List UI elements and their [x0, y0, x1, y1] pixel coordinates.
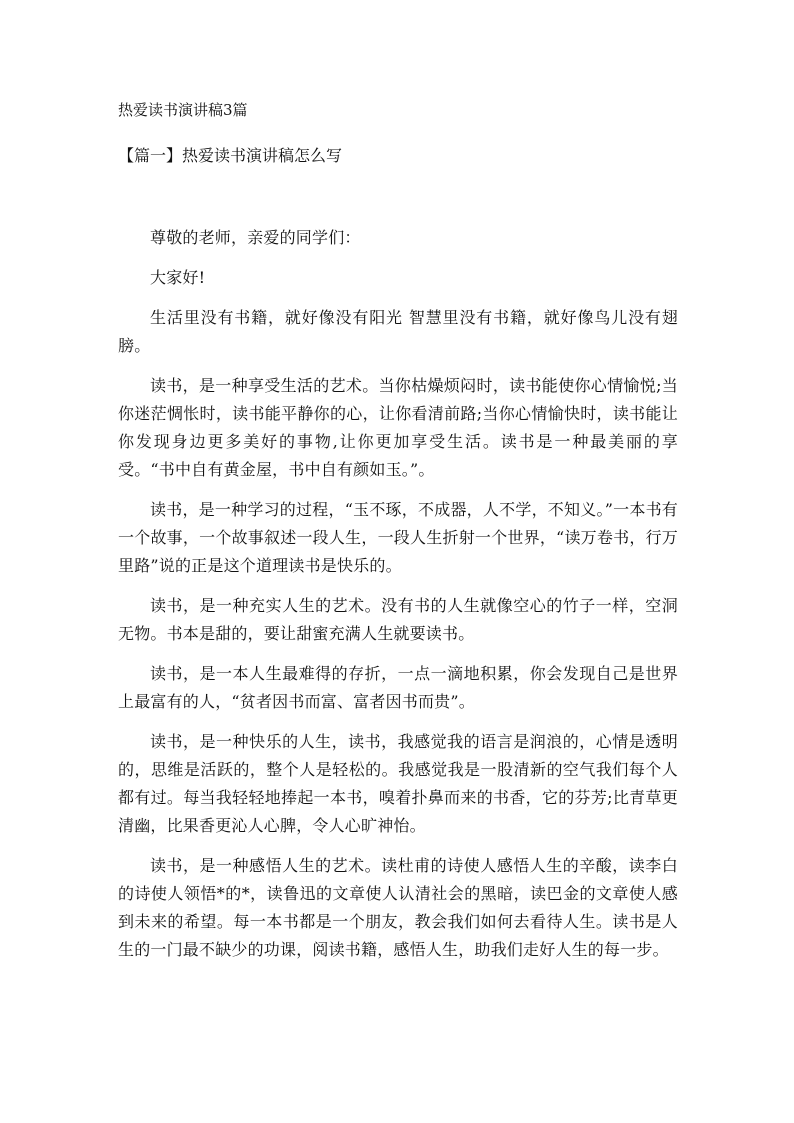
body-paragraph: 读书，是一种快乐的人生，读书，我感觉我的语言是润浪的，心情是透明的，思维是活跃的，整个人是轻松的。我感觉我是一股清新的空气我们每个人都有过。每当我轻轻地捧起一本书，嗅着扑鼻而来的书香，它的芬芳;比青草更清幽，比果香更沁人心脾，令人心旷神怡。 [118, 732, 678, 835]
section-heading: 【篇一】热爱读书演讲稿怎么写 [118, 146, 343, 165]
greeting-paragraph: 大家好! [150, 268, 206, 287]
body-paragraph: 读书，是一本人生最难得的存折，一点一滴地积累，你会发现自己是世界上最富有的人，“贫者因书而富、富者因书而贵”。 [118, 664, 678, 711]
document-title: 热爱读书演讲稿3篇 [118, 101, 248, 119]
body-paragraph: 读书，是一种充实人生的艺术。没有书的人生就像空心的竹子一样，空洞无物。书本是甜的，要让甜蜜充满人生就要读书。 [118, 596, 678, 643]
document-body [118, 224, 678, 964]
body-paragraph: 生活里没有书籍，就好像没有阳光 智慧里没有书籍，就好像鸟儿没有翅膀。 [118, 308, 678, 355]
salutation-paragraph: 尊敬的老师，亲爱的同学们： [150, 228, 361, 247]
body-paragraph: 读书，是一种享受生活的艺术。当你枯燥烦闷时，读书能使你心情愉悦;当你迷茫惆怅时，读书能平静你的心，让你看清前路;当你心情愉快时，读书能让你发现身边更多美好的事物,让你更加享受生活。读书是一种最美丽的享受。“书中自有黄金屋，书中自有颜如玉。”。 [118, 376, 678, 479]
body-paragraph: 读书，是一种学习的过程，“玉不琢，不成器，人不学，不知义。”一本书有一个故事，一个故事叙述一段人生，一段人生折射一个世界，“读万卷书，行万里路”说的正是这个道理读书是快乐的。 [118, 500, 678, 575]
body-paragraph: 读书，是一种感悟人生的艺术。读杜甫的诗使人感悟人生的辛酸，读李白的诗使人领悟*的*，读鲁迅的文章使人认清社会的黑暗，读巴金的文章使人感到未来的希望。每一本书都是一个朋友，教会我们如何去看待人生。读书是人生的一门最不缺少的功课，阅读书籍，感悟人生，助我们走好人生的每一步。 [118, 856, 678, 959]
